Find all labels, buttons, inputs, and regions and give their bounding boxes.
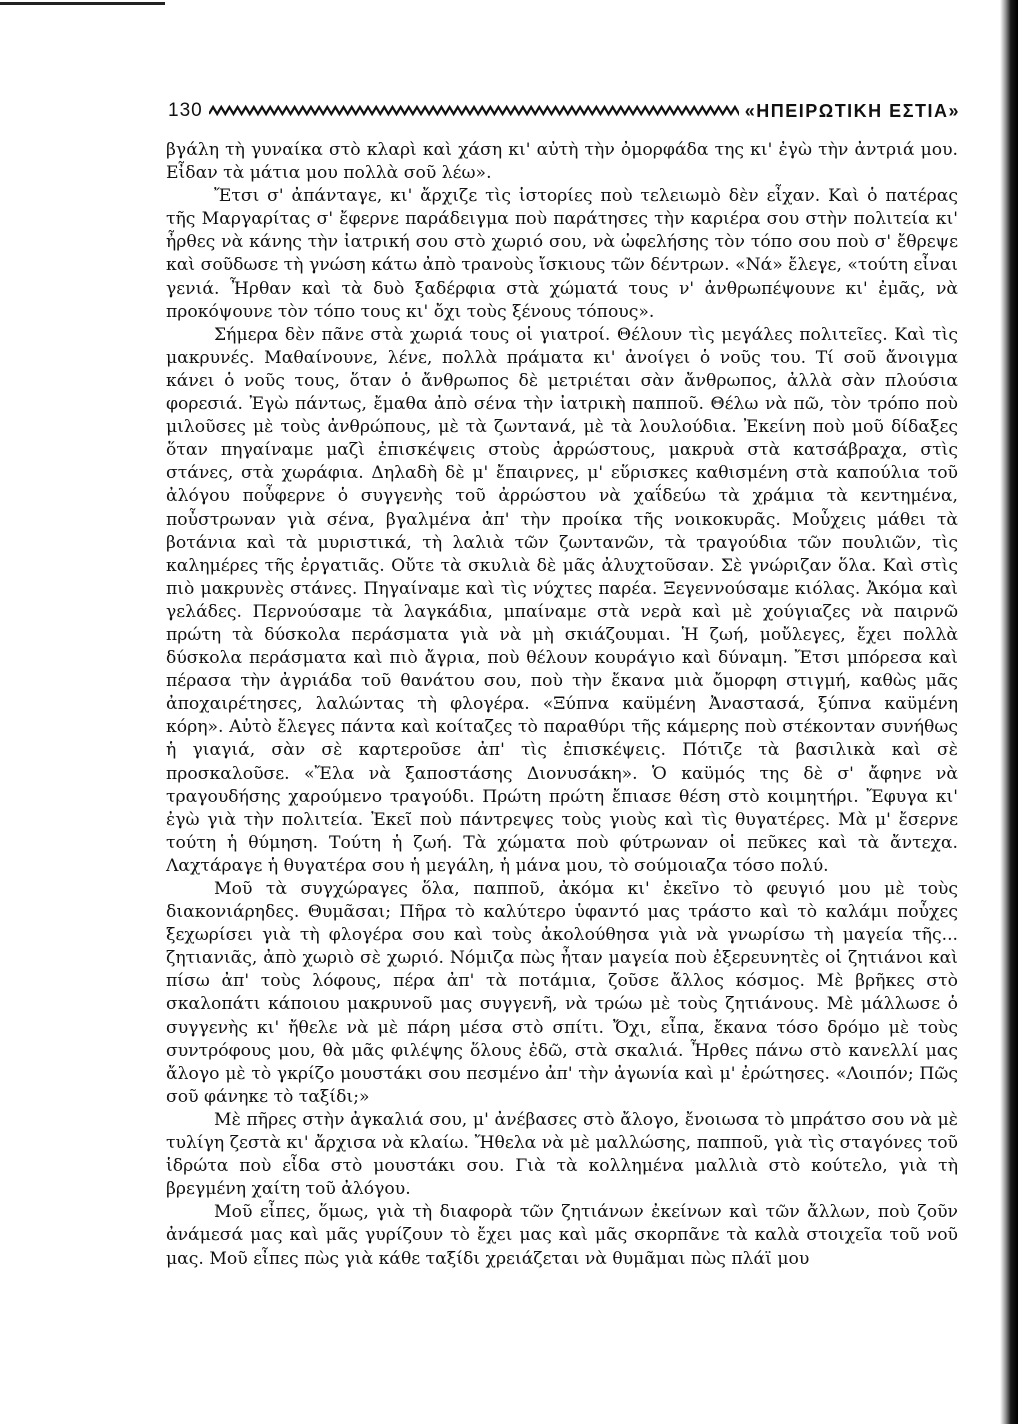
paragraph: Μοῦ τὰ συγχώραγες ὅλα, παπποῦ, ἀκόμα κι' ἐκεῖνο τὸ φευγιό μου μὲ τοὺς διακονιάρηδες. Θυμᾶσαι; Πῆρα τὸ καλύτερο ὑφαντό μας τράστο καὶ τὸ καλάμι ποὖχες ξεχωρίσει γιὰ τὴ φλογέρα σου καὶ τοὺς ἀκολούθησα γιὰ νὰ γνωρίσω τὴ μαγεία τῆς... ζητιανιᾶς, ἀπὸ χωριὸ σὲ χωριό. Νόμιζα πὼς ἦταν μαγεία ποὺ ἐξερευνητὲς οἱ ζητιάνοι καὶ πίσω ἀπ' τοὺς λόφους, πέρα ἀπ' τὰ ποτάμια, ζοῦσε ἄλλος κόσμος. Μὲ βρῆκες στὸ σκαλοπάτι κάποιου μακρυνοῦ μας συγγενῆ, νὰ τρώω μὲ τοὺς ζητιάνους. Μὲ μάλλωσε ὁ συγγενὴς κι' ἤθελε νὰ μὲ πάρη μέσα στὸ σπίτι. Ὄχι, εἶπα, ἔκανα τόσο δρόμο μὲ τοὺς συντρόφους μου, θὰ μᾶς φιλέψης ὅλους ἐδῶ, στὰ σκαλιά. Ἦρθες πάνω στὸ κανελλί μας ἄλογο μὲ τὸ γκρίζο μουστάκι σου πεσμένο ἀπ' τὴν ἀγωνία καὶ μ' ἐρώτησες. «Λοιπόν; Πῶς σοῦ φάνηκε τὸ ταξίδι;»: [166, 879, 958, 1107]
paragraph: βγάλη τὴ γυναίκα στὸ κλαρὶ καὶ χάση κι' αὐτὴ τὴν ὀμορφάδα της κι' ἐγὼ τὴν ἀντριά μου. Εἶδαν τὰ μάτια μου πολλὰ σοῦ λέω».: [166, 140, 958, 184]
page-number: 130: [168, 100, 203, 121]
page-edge-shadow: [1000, 0, 1018, 1424]
paragraph: Ἔτσι σ' ἀπάνταγε, κι' ἄρχιζε τὶς ἱστορίες ποὺ τελειωμὸ δὲν εἶχαν. Καὶ ὁ πατέρας τῆς Μαργαρίτας σ' ἔφερνε παράδειγμα ποὺ παράτησες τὴν καριέρα σου στὴν πολιτεία κι' ἦρθες νὰ κάνης τὴν ἰατρική σου στὸ χωριό σου, νὰ ὠφελήσης τὸν τόπο σου ποὺ σ' ἔθρεψε καὶ σοῦδωσε τὴ γνώση κάτω ἀπὸ τρανοὺς ἴσκιους τῶν δέντρων. «Νά» ἔλεγε, «τούτη εἶναι γενιά. Ἦρθαν καὶ τὰ δυὸ ξαδέρφια στὰ χώματά τους ν' ἀνθρωπέψουνε κι' ἐμᾶς, νὰ προκόψουνε τὸν τόπο τους κι' ὄχι τοὺς ξένους τόπους».: [166, 186, 958, 322]
paragraph: Σήμερα δὲν πᾶνε στὰ χωριά τους οἱ γιατροί. Θέλουν τὶς μεγάλες πολιτεῖες. Καὶ τὶς μακρυνές. Μαθαίνουνε, λένε, πολλὰ πράματα κι' ἀνοίγει ὁ νοῦς του. Τί σοῦ ἄνοιγμα κάνει ὁ νοῦς τους, ὅταν ὁ ἄνθρωπος δὲ μετριέται σὰν ἄνθρωπος, ἀλλὰ σὰν πλούσια φορεσιά. Ἐγὼ πάντως, ἔμαθα ἀπὸ σένα τὴν ἰατρικὴ παπποῦ. Θέλω νὰ πῶ, τὸν τρόπο ποὺ μιλοῦσες μὲ τοὺς ἀνθρώπους, μὲ τὰ ζωντανά, μὲ τὰ λουλούδια. Ἐκείνη ποὺ μοῦ δίδαξες ὅταν πηγαίναμε μαζὶ ἐπισκέψεις στοὺς ἀρρώστους, μακρυὰ στὰ κατσάβραχα, στὶς στάνες, στὰ χωράφια. Δηλαδὴ δὲ μ' ἔπαιρνες, μ' εὕρισκες καθισμένη στὰ καπούλια τοῦ ἀλόγου ποὖφερνε ὁ συγγενὴς τοῦ ἀρρώστου νὰ χαΐδεύω τὰ χράμια τὰ κεντημένα, ποὖστρωναν γιὰ σένα, βγαλμένα ἀπ' τὴν προίκα τῆς νοικοκυρᾶς. Μοὖχεις μάθει τὰ βοτάνια καὶ τὰ μυριστικά, τὴ λαλιὰ τῶν ζωντανῶν, τὰ τραγούδια τῶν πουλιῶν, τὶς καλημέρες τῆς ἐργατιᾶς. Οὔτε τὰ σκυλιὰ δὲ μᾶς ἀλυχτοῦσαν. Σὲ γνώριζαν ὅλα. Καὶ στὶς πιὸ μακρυνὲς στάνες. Πηγαίναμε καὶ τὶς νύχτες παρέα. Ξεγεννούσαμε κιόλας. Ἀκόμα καὶ γελάδες. Περνούσαμε τὰ λαγκάδια, μπαίναμε στὰ νερὰ καὶ μὲ χούγιαζες νὰ παιρνῶ πρώτη τὰ δύσκολα περάσματα γιὰ νὰ μὴ σκιάζουμαι. Ἡ ζωή, μοὔλεγες, ἔχει πολλὰ δύσκολα περάσματα καὶ πιὸ ἄγρια, ποὺ θέλουν κουράγιο καὶ δύναμη. Ἔτσι μπόρεσα καὶ πέρασα τὴν ἀγριάδα τοῦ θανάτου σου, ποὺ τὴν ἔκανα μιὰ ὄμορφη στιγμή, καθὼς μᾶς ἀποχαιρέτησες, λαλώντας τὴ φλογέρα. «Ξύπνα καϋμένη Ἀναστασά, ξύπνα καϋμένη κόρη». Αὐτὸ ἔλεγες πάντα καὶ κοίταζες τὸ παραθύρι τῆς κάμερης ποὺ στέκονταν συνήθως ἡ γιαγιά, σὰν σὲ καρτεροῦσε ἀπ' τὶς ἐπισκέψεις. Πότιζε τὰ βασιλικὰ καὶ σὲ προσκαλοῦσε. «Ἔλα νὰ ξαποστάσης Διονυσάκη». Ὁ καϋμός της δὲ σ' ἄφηνε νὰ τραγουδήσης χαρούμενο τραγούδι. Πρώτη πρώτη ἔπιασε θέση στὸ κοιμητήρι. Ἔφυγα κι' ἐγὼ γιὰ τὴν πολιτεία. Ἐκεῖ ποὺ πάντρεψες τοὺς γιοὺς καὶ τὶς θυγατέρες. Μὰ μ' ἔσερνε τούτη ἡ θύμηση. Τούτη ἡ ζωή. Τὰ χώματα ποὺ φύτρωναν οἱ πεῦκες καὶ τὰ ἄντεχα. Λαχτάραγε ἡ θυγατέρα σου ἡ μεγάλη, ἡ μάνα μου, τὸ σούμοιαζα τόσο πολύ.: [166, 324, 958, 876]
article-body: [166, 139, 958, 1271]
running-header: [168, 96, 960, 126]
paragraph: Μοῦ εἶπες, ὅμως, γιὰ τὴ διαφορὰ τῶν ζητιάνων ἐκείνων καὶ τῶν ἄλλων, ποὺ ζοῦν ἀνάμεσά μας καὶ μᾶς γυρίζουν τὸ ἔχει μας καὶ μᾶς σκορπᾶνε τὰ καλὰ στοιχεῖα τοῦ νοῦ μας. Μοῦ εἶπες πὼς γιὰ κάθε ταξίδι χρειάζεται νὰ θυμᾶμαι πὼς πλάϊ μου: [166, 1202, 958, 1269]
paragraph: Μὲ πῆρες στὴν ἀγκαλιά σου, μ' ἀνέβασες στὸ ἄλογο, ἔνοιωσα τὸ μπράτσο σου νὰ μὲ τυλίγη ζεστὰ κι' ἄρχισα νὰ κλαίω. Ἤθελα νὰ μὲ μαλλώσης, παπποῦ, γιὰ τὶς σταγόνες τοῦ ἱδρώτα ποὺ εἶδα στὸ μουστάκι σου. Γιὰ τὰ κολλημένα μαλλιὰ στὸ κούτελο, γιὰ τὴ βρεγμένη χαίτη τοῦ ἀλόγου.: [166, 1109, 958, 1200]
journal-title: «ΗΠΕΙΡΩΤΙΚΗ ΕΣΤΙΑ»: [744, 100, 960, 121]
top-rule: [0, 2, 165, 5]
zigzag-ornament: [209, 104, 739, 118]
